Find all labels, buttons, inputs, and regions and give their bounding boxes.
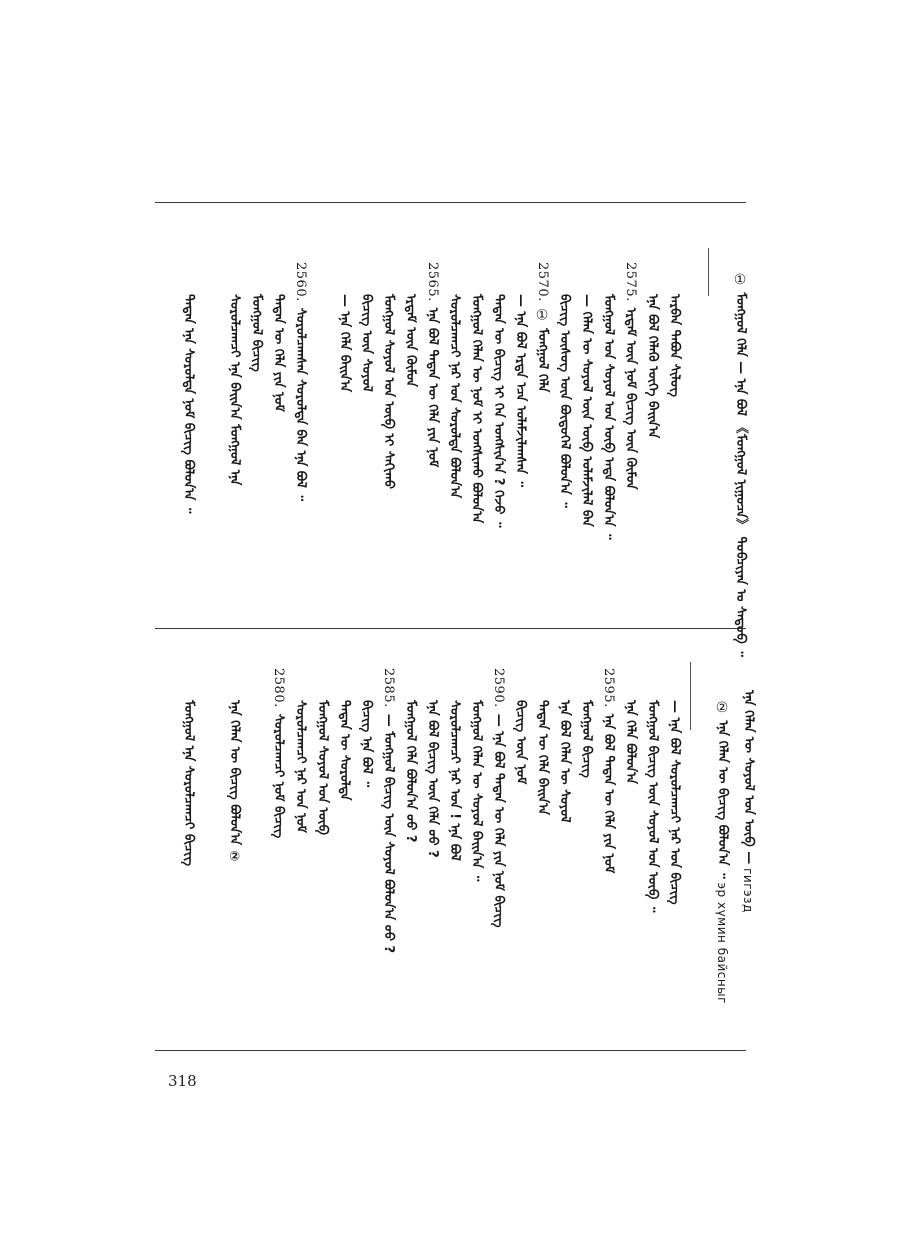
text-line <box>664 294 684 397</box>
line-text: — ᠡᠨᠡ ᠪᠣᠯ ᠰᠤᠷᠤᠯᠴᠠᠭᠴᠢ ᠨᠠᠷ ᠤᠨ ᠪᠢᠴᠢᠭ <box>667 700 682 905</box>
line-text: ᠮᠣᠩᠭᠣᠯ ᠬᠡᠯᠡ — ᠡᠨᠡ ᠪᠣᠯ 《ᠮᠣᠩᠭᠣᠯ ᠨᠢᠭᠤᠴᠠ》 ᠲᠣᠪᠴᠢᠶᠠᠨ ᠤ ᠰᠡᠳᠦᠪ ᠃ <box>733 292 748 657</box>
line-text: — ᠡᠨᠡ ᠪᠣᠯ ᠲᠡᠳᠡᠨ ᠦ ᠬᠡᠯᠡ ᠶᠢᠨ ᠨᠣᠮ ᠪᠢᠴᠢᠭ <box>491 713 506 928</box>
line-text: ᠰᠤᠷᠤᠯᠴᠠᠭᠰᠠᠨ ᠰᠤᠷᠤᠯᠲᠠ ᠪᠠᠨ ᠡᠨᠡ ᠪᠣᠯ ᠃ <box>293 307 308 501</box>
footnote-marker: ② <box>714 700 730 721</box>
line-text: ᠰᠤᠷᠤᠯᠴᠠᠭᠴᠢ ᠡᠨᠡ ᠪᠠᠢᠨ᠎ᠠ ᠮᠣᠩᠭᠣᠯ ᠡᠨᠡ <box>227 294 242 486</box>
text-line <box>712 700 732 1004</box>
cyrillic-gloss: гигэзд <box>741 864 755 913</box>
text-line <box>738 690 758 913</box>
text-line <box>554 700 574 823</box>
line-number: 2595. <box>601 668 616 708</box>
line-text: ᠡᠨᠡ ᠬᠡᠯᠡᠨ ᠦ ᠪᠢᠴᠢᠭ ᠪᠣᠯᠤᠨ᠎ᠠ ② <box>227 700 242 865</box>
line-text: ᠮᠣᠩᠭᠣᠯ ᠪᠢᠴᠢᠭ <box>249 294 264 372</box>
line-text: ᠰᠤᠷᠤᠯᠴᠠᠭᠴᠢ ᠨᠠᠷ ᠤᠨ ᠨᠣᠮ <box>293 700 308 833</box>
line-text: ᠮᠣᠩᠭᠣᠯ ᠬᠡᠯᠡ ᠪᠣᠯᠤᠨ᠎ᠠ ᠤᠤ ? <box>403 700 418 843</box>
text-line <box>664 700 684 905</box>
line-text: ᠮᠣᠩᠭᠣᠯ ᠡᠨᠡ ᠰᠤᠷᠤᠯᠴᠠᠭᠴᠢ ᠪᠢᠴᠢᠭ <box>181 700 196 867</box>
line-text: ᠮᠣᠩᠭᠣᠯ ᠬᠡᠯᠡᠨ ᠦ ᠨᠣᠮ ᠢ ᠤᠩᠰᠢᠬᠤ ᠪᠣᠯᠤᠨ᠎ᠠ <box>469 294 484 524</box>
text-line <box>178 700 198 866</box>
line-text: ᠡᠷᠳᠡᠮ ᠦᠨ ᠬᠦᠮᠦᠨ <box>403 294 418 387</box>
text-line <box>620 262 640 489</box>
text-line <box>312 700 332 835</box>
line-text: ᠲᠡᠳᠡᠨ ᠦ ᠬᠡᠯᠡ ᠶᠢᠨ ᠨᠣᠮ <box>271 294 286 412</box>
line-text: ᠮᠣᠩᠭᠣᠯ ᠬᠡᠯᠡ <box>535 328 550 393</box>
text-line <box>466 700 486 881</box>
line-text: ᠲᠡᠳᠡᠨ ᠦ ᠬᠡᠯᠡ ᠪᠠᠢᠨ᠎ᠠ <box>535 700 550 816</box>
footnote-marker: ① <box>534 307 550 329</box>
text-line <box>378 294 398 489</box>
footnote-marker: ① <box>732 272 748 293</box>
text-line <box>642 700 662 912</box>
line-text: ᠲᠡᠳᠡᠨ ᠡᠨᠡ ᠰᠤᠷᠤᠯᠲᠠ ᠨᠣᠮ ᠪᠢᠴᠢᠭ ᠪᠣᠯᠤᠨ᠎ᠠ ᠃ <box>181 294 196 514</box>
line-text: ᠮᠣᠩᠭᠣᠯ ᠬᠡᠯᠡᠨ ᠦ ᠰᠣᠶᠣᠯ ᠪᠠᠢᠨ᠎ᠠ ᠃ <box>469 700 484 882</box>
line-text: — ᠡᠨᠡ ᠪᠣᠯ ᠡᠷᠲᠡ ᠡᠴᠡ ᠤᠯᠠᠮᠵᠢᠯᠠᠭᠰᠠᠨ ᠃ <box>513 294 528 487</box>
text-line <box>334 700 354 800</box>
text-line <box>422 700 442 858</box>
text-line <box>554 294 574 508</box>
line-text: ᠲᠡᠳᠡᠨ ᠦ ᠪᠢᠴᠢᠭ ᠢ ᠬᠡᠨ ᠤᠩᠰᠢᠨ᠎ᠠ ? ᠭᠡᠵᠦ ᠃ <box>491 294 506 528</box>
text-line <box>224 294 244 485</box>
text-line <box>224 700 244 865</box>
text-line <box>290 262 310 501</box>
text-line <box>510 700 530 784</box>
top-rule <box>155 202 746 203</box>
line-number: 2560. <box>293 262 308 302</box>
text-line <box>290 700 310 833</box>
line-text: ᠮᠣᠩᠭᠣᠯ ᠪᠢᠴᠢᠭ <box>579 700 594 778</box>
line-text: ᠲᠡᠳᠡᠨ ᠦ ᠰᠤᠷᠤᠯᠲᠠ <box>337 700 352 801</box>
footnote-separator <box>690 662 691 730</box>
text-line <box>576 700 596 778</box>
text-line <box>422 262 442 467</box>
line-text: ᠡᠨᠡ ᠪᠣᠯ ᠲᠡᠳᠡᠨ ᠦ ᠬᠡᠯᠡ ᠶᠢᠨ ᠨᠣᠮ <box>425 307 440 468</box>
line-text: ᠡᠨᠡ ᠪᠣᠯ ᠬᠡᠯᠡᠬᠦ ᠦᠭᠡ ᠪᠠᠢᠨ᠎ᠠ <box>645 294 660 439</box>
line-text: — ᠮᠣᠩᠭᠣᠯ ᠪᠢᠴᠢᠭ ᠦᠨ ᠰᠣᠶᠣᠯ ᠪᠣᠯᠤᠨ᠎ᠠ ᠤᠤ ? <box>381 713 396 954</box>
text-line <box>356 700 376 787</box>
line-number: 2590. <box>491 668 506 708</box>
text-line <box>334 294 354 392</box>
text-line <box>598 668 618 873</box>
text-line <box>620 700 640 784</box>
line-text: — ᠡᠨᠡ ᠬᠡᠯᠡ ᠪᠠᠢᠨ᠎ᠠ <box>337 294 352 393</box>
text-line <box>510 294 530 487</box>
line-text: ᠪᠢᠴᠢᠭ ᠦᠨ ᠨᠣᠮ <box>513 700 528 785</box>
text-line <box>268 294 288 412</box>
text-line <box>444 294 464 498</box>
line-text: ᠪᠢᠴᠢᠭ ᠡᠨᠡ ᠪᠣᠯ ᠃ <box>359 700 374 788</box>
middle-rule <box>155 628 746 629</box>
text-line <box>466 294 486 523</box>
line-text: ᠡᠨᠡ ᠪᠣᠯ ᠬᠡᠯᠡᠨ ᠦ ᠰᠣᠶᠣᠯ <box>557 700 572 823</box>
line-number: 2570. <box>535 262 550 302</box>
text-line <box>642 294 662 438</box>
text-line <box>378 668 398 953</box>
line-number: 2575. <box>623 262 638 302</box>
text-line <box>400 294 420 387</box>
text-line <box>444 700 464 861</box>
line-text: ᠡᠷᠳᠡᠮ ᠦᠨ ᠨᠣᠮ ᠪᠢᠴᠢᠭ ᠦᠨ ᠬᠦᠮᠦᠨ <box>623 307 638 490</box>
line-text: ᠡᠨᠡ ᠬᠡᠯᠡᠨ ᠦ ᠰᠣᠶᠣᠯ ᠤᠨ ᠦᠪ — <box>741 690 756 865</box>
bottom-rule <box>155 1050 746 1051</box>
line-text: — ᠬᠡᠯᠡᠨ ᠦ ᠰᠣᠶᠣᠯ ᠦᠨ ᠦᠪ ᠤᠯᠠᠮᠵᠢᠯᠠᠯ ᠪᠠᠨ <box>579 294 594 527</box>
line-text: ᠮᠣᠩᠭᠣᠯ ᠪᠢᠴᠢᠭ ᠦᠨ ᠰᠣᠶᠣᠯ ᠤᠨ ᠦᠪ ᠃ <box>645 700 660 913</box>
line-text: ᠰᠤᠷᠤᠯᠴᠠᠭᠴᠢ ᠨᠣᠮ ᠪᠢᠴᠢᠭ <box>271 713 286 839</box>
line-text: ᠠᠷᠪᠠᠨ ᠲᠠᠪᠤᠨ ᠰᠢᠯᠦᠭ <box>667 294 682 397</box>
line-text: ᠰᠤᠷᠤᠯᠴᠠᠭᠴᠢ ᠨᠠᠷ ᠤᠨ ᠰᠤᠷᠤᠯᠲᠠ ᠪᠣᠯᠤᠨ᠎ᠠ <box>447 294 462 499</box>
line-number: 2580. <box>271 668 286 708</box>
text-line <box>268 668 288 838</box>
text-line <box>576 294 596 527</box>
line-number: 2585. <box>381 668 396 708</box>
line-text: ᠪᠢᠴᠢᠭ ᠦᠰᠦᠭ ᠦᠨ ᠪᠦᠲᠦᠭᠡᠯ ᠪᠣᠯᠤᠨ᠎ᠠ ᠃ <box>557 294 572 508</box>
text-line <box>598 294 618 540</box>
text-line <box>730 272 750 657</box>
text-line <box>246 294 266 372</box>
line-text: ᠪᠢᠴᠢᠭ ᠦᠨ ᠰᠣᠶᠣᠯ <box>359 294 374 392</box>
line-text: ᠮᠣᠩᠭᠣᠯ ᠰᠣᠶᠣᠯ ᠤᠨ ᠦᠪ ᠢ ᠰᠠᠬᠢᠬᠤ <box>381 294 396 489</box>
text-line <box>178 294 198 513</box>
line-text: ᠮᠣᠩᠭᠣᠯ ᠰᠣᠶᠣᠯ ᠤᠨ ᠦᠪ <box>315 700 330 835</box>
text-line <box>488 294 508 528</box>
text-line <box>532 262 552 392</box>
line-number: 2565. <box>425 262 440 302</box>
line-text: ᠡᠨᠡ ᠬᠡᠯᠡᠨ ᠦ ᠪᠢᠴᠢᠭ ᠪᠣᠯᠤᠨ᠎ᠠ ᠃ <box>715 720 730 879</box>
text-line <box>532 700 552 815</box>
line-text: ᠡᠨᠡ ᠪᠣᠯ ᠲᠡᠳᠡᠨ ᠦ ᠬᠡᠯᠡ ᠶᠢᠨ ᠨᠣᠮ <box>601 713 616 874</box>
line-text: ᠰᠤᠷᠤᠯᠴᠠᠭᠴᠢ ᠨᠠᠷ ᠤᠨ ! ᠡᠨᠡ ᠪᠣᠯ <box>447 700 462 861</box>
cyrillic-gloss: эр хүмин байсныг <box>715 878 729 1004</box>
line-text: ᠡᠨᠡ ᠬᠡᠯᠡ ᠪᠣᠯᠤᠨ᠎ᠠ <box>623 700 638 785</box>
footnote-separator <box>708 248 709 296</box>
text-line <box>400 700 420 842</box>
line-text: ᠮᠣᠩᠭᠣᠯ ᠤᠨ ᠰᠣᠶᠣᠯ ᠤᠨ ᠦᠪ ᠠᠳᠠ ᠪᠣᠯᠤᠨ᠎ᠠ ᠃ <box>601 294 616 540</box>
line-text: ᠡᠨᠡ ᠪᠣᠯ ᠪᠢᠴᠢᠭ ᠦᠨ ᠬᠡᠯᠡ ᠤᠤ ? <box>425 700 440 858</box>
text-line <box>488 668 508 928</box>
text-line <box>356 294 376 392</box>
page-number: 318 <box>168 1072 197 1090</box>
